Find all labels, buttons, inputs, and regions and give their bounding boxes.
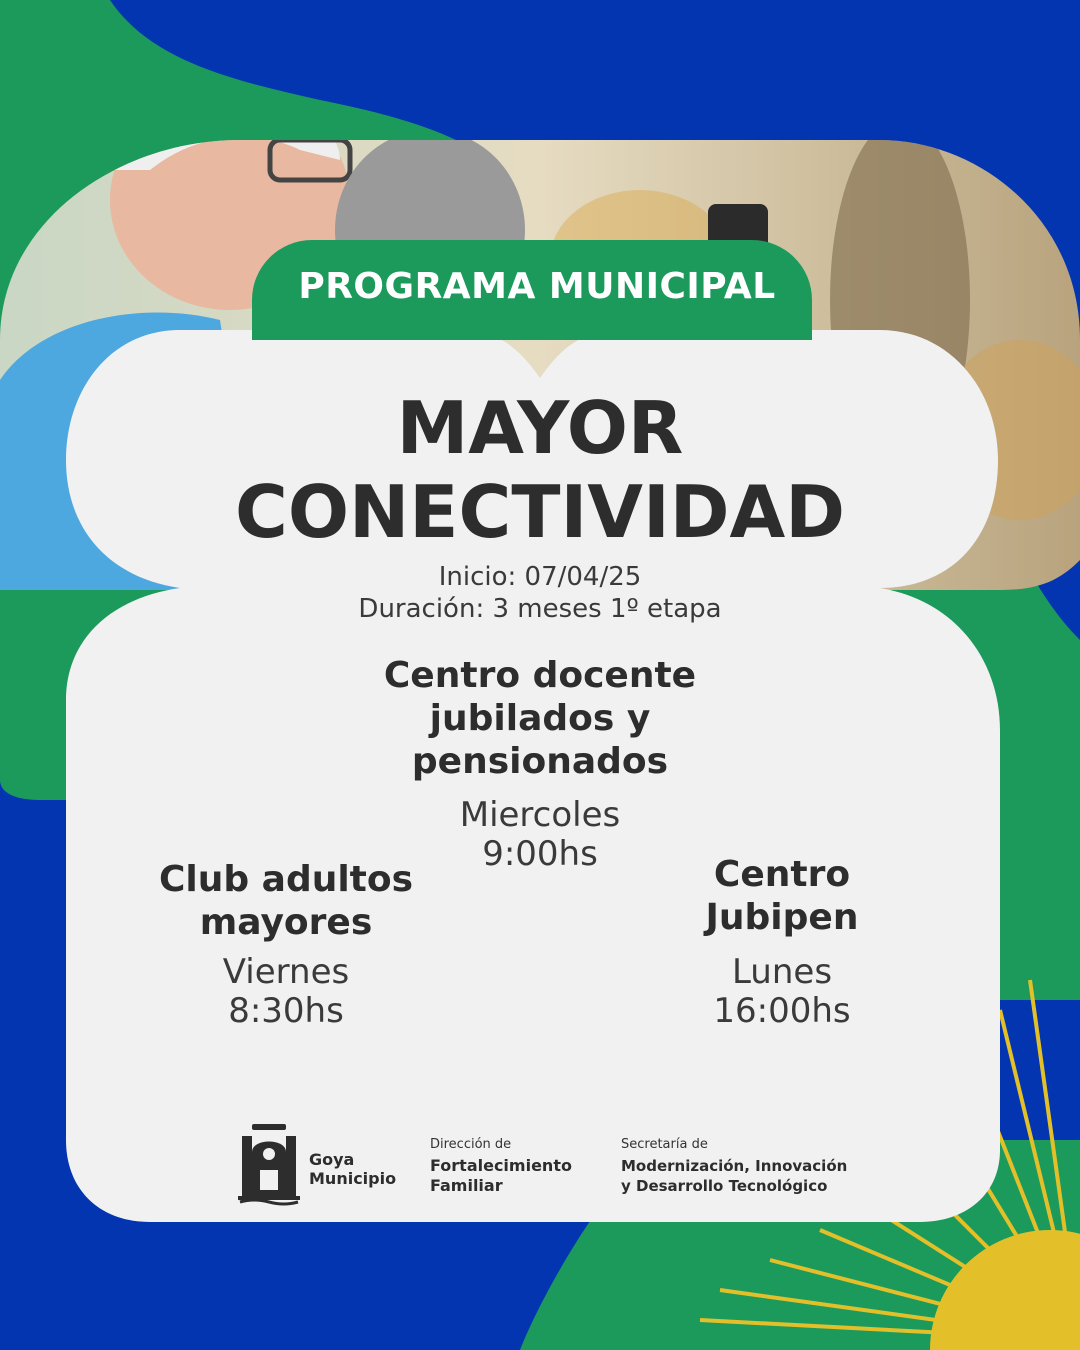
venue-name-line: mayores [199,902,373,943]
secretaria-name [621,1156,847,1196]
title-line-1: MAYOR [396,386,684,470]
title-line-2: CONECTIVIDAD [235,470,845,554]
venue-day: Viernes [222,952,350,992]
venue-name-line: Centro [713,854,851,895]
secretaria-line: y Desarrollo Tecnológico [621,1177,828,1195]
venue-jubipen-schedule [672,953,892,1031]
venue-club-adultos-name [136,858,436,944]
goya-municipio-label [309,1150,396,1188]
duration: Duración: 3 meses 1º etapa [358,594,722,624]
city-hall-icon [238,1122,300,1206]
secretaria-line: Modernización, Innovación [621,1157,848,1175]
direccion-name [430,1156,572,1196]
program-badge-label: PROGRAMA MUNICIPAL [298,266,776,307]
venue-time: 16:00hs [713,991,851,1031]
venue-day: Lunes [731,952,833,992]
direccion-line: Familiar [430,1176,503,1195]
start-date: Inicio: 07/04/25 [438,562,642,592]
venue-day: Miercoles [459,795,621,835]
venue-time: 9:00hs [482,834,598,874]
goya-line: Goya [309,1150,355,1169]
venue-name-line: Centro docente [383,655,697,696]
venue-club-adultos-schedule [136,953,436,1031]
venue-jubipen-name [672,853,892,939]
venue-name-line: Club adultos [158,859,414,900]
venue-time: 8:30hs [228,991,344,1031]
venue-name-line: jubilados y [429,698,651,739]
direccion-prefix: Dirección de [430,1137,512,1152]
direccion-line: Fortalecimiento [430,1156,572,1175]
sponsor-logos [0,1120,1080,1220]
secretaria-prefix: Secretaría de [621,1137,708,1152]
venue-centro-docente-name [340,654,740,783]
venue-name-line: pensionados [411,741,669,782]
venue-name-line: Jubipen [705,897,859,938]
municipio-line: Municipio [309,1169,397,1188]
